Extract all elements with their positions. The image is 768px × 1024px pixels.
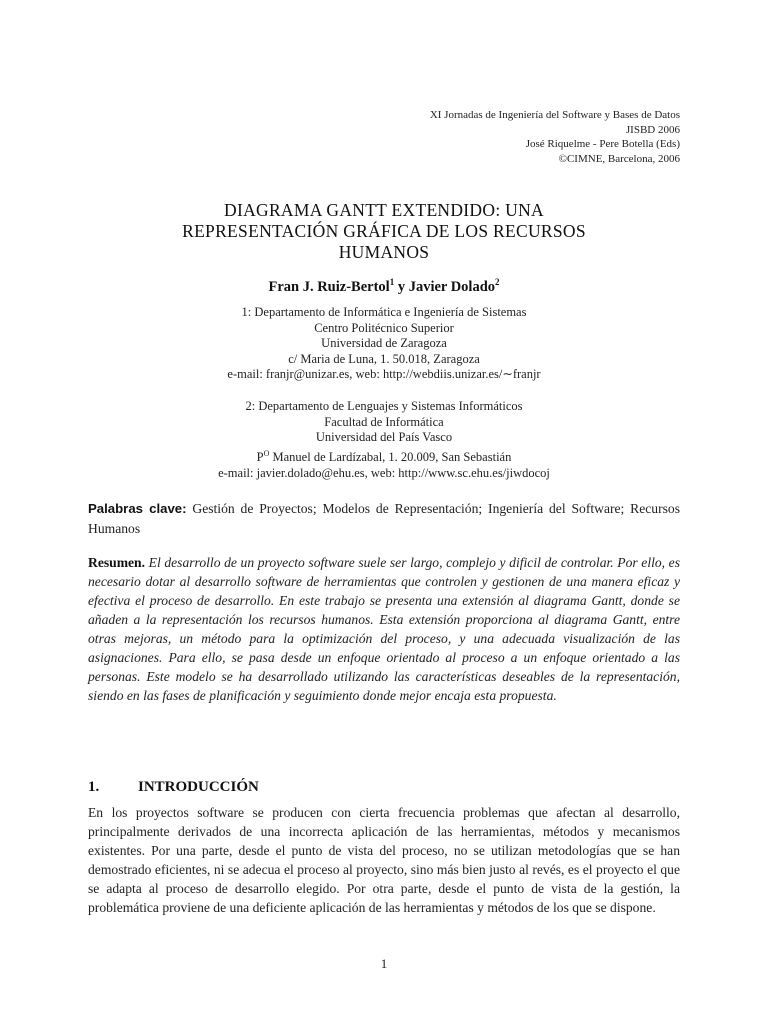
title-line-1: DIAGRAMA GANTT EXTENDIDO: UNA bbox=[224, 200, 544, 220]
author-conjunction: y bbox=[397, 278, 406, 295]
header-line-editors: José Riquelme - Pere Botella (Eds) bbox=[525, 138, 680, 150]
header-line-copyright: ©CIMNE, Barcelona, 2006 bbox=[558, 152, 680, 165]
abstract-label: Resumen. bbox=[88, 555, 146, 570]
keywords-label: Palabras clave: bbox=[88, 501, 187, 516]
affil2-university: Universidad del País Vasco bbox=[315, 430, 453, 445]
author-line bbox=[88, 277, 680, 296]
abstract-text: El desarrollo de un proyecto software suele ser largo, complejo y dificil de controlar. Por ello, es necesario dotar al desarrollo software de herramientas que controlen y gestionen de una manera eficaz y efectiva el proceso de desarrollo. En este trabajo se presenta una extensión al diagrama Gantt, donde se añaden a la representación los recursos humanos. Esta extensión proporciona al diagrama Gantt, entre otras mejoras, un método para la optimización del proceso, y una adecuada visualización de las asignaciones. Para ello, se pasa desde un enfoque orientado al proceso a un enfoque orientado a las personas. Este modelo se ha desarrollado utilizando las características deseables de la representación, siendo en las fases de planificación y seguimiento donde mejor encaja esta propuesta. bbox=[88, 555, 681, 703]
conference-header bbox=[430, 108, 680, 166]
keywords-paragraph bbox=[88, 499, 680, 539]
author-2-sup: 2 bbox=[495, 277, 500, 287]
affil1-address: c/ Maria de Luna, 1. 50.018, Zaragoza bbox=[288, 351, 480, 366]
title-line-3: HUMANOS bbox=[338, 242, 430, 262]
affiliation-2 bbox=[88, 399, 680, 481]
affil1-university: Universidad de Zaragoza bbox=[321, 336, 447, 351]
title-line-2: REPRESENTACIÓN GRÁFICA DE LOS RECURSOS bbox=[182, 221, 586, 241]
affil1-center: Centro Politécnico Superior bbox=[314, 320, 454, 335]
abstract-paragraph bbox=[88, 553, 680, 705]
author-1-sup: 1 bbox=[389, 277, 395, 287]
page-number: 1 bbox=[380, 956, 388, 971]
header-line-acronym: JISBD 2006 bbox=[625, 123, 680, 136]
header-line-conference: XI Jornadas de Ingeniería del Software y Bases de Datos bbox=[429, 109, 680, 121]
affil2-street-sup: O bbox=[263, 448, 270, 458]
affil2-address bbox=[88, 446, 680, 466]
affil2-faculty: Facultad de Informática bbox=[324, 414, 444, 429]
section-number: 1. bbox=[88, 779, 100, 795]
affil2-street-prefix: P bbox=[256, 449, 264, 464]
affil2-department: 2: Departamento de Lenguajes y Sistemas Informáticos bbox=[245, 399, 523, 413]
section-body: En los proyectos software se producen con cierta frecuencia problemas que afectan al desarrollo, principalmente derivados de una incorrecta aplicación de las herramientas, métodos y mecanismos existentes. Por una parte, desde el punto de vista del proceso, no se utilizan metodologías que se han demostrado eficientes, ni se adecua el proceso al proyecto, sino más bien justo al revés, es el proyecto el que se adapta al proceso de desarrollo elegido. Por otra parte, desde el punto de vista de la gestión, la problemática proviene de una deficiente aplicación de las herramientas y métodos de los que se dispone. bbox=[88, 805, 680, 915]
author-1-name: Fran J. Ruiz-Bertol bbox=[268, 278, 390, 295]
keywords-text: Gestión de Proyectos; Modelos de Representación; Ingeniería del Software; Recursos Humanos bbox=[88, 501, 681, 536]
section-heading bbox=[88, 779, 259, 796]
affil1-department: 1: Departamento de Informática e Ingeniería de Sistemas bbox=[241, 305, 527, 319]
author-2-name: Javier Dolado bbox=[408, 278, 496, 295]
paper-title bbox=[88, 200, 680, 263]
section-title: INTRODUCCIÓN bbox=[138, 779, 259, 795]
affil2-street-rest: Manuel de Lardízabal, 1. 20.009, San Sebastián bbox=[269, 449, 512, 464]
affil1-contact: e-mail: franjr@unizar.es, web: http://webdiis.unizar.es/∼franjr bbox=[227, 367, 541, 382]
affiliation-1 bbox=[88, 305, 680, 383]
affil2-contact: e-mail: javier.dolado@ehu.es, web: http://www.sc.ehu.es/jiwdocoj bbox=[218, 465, 550, 480]
